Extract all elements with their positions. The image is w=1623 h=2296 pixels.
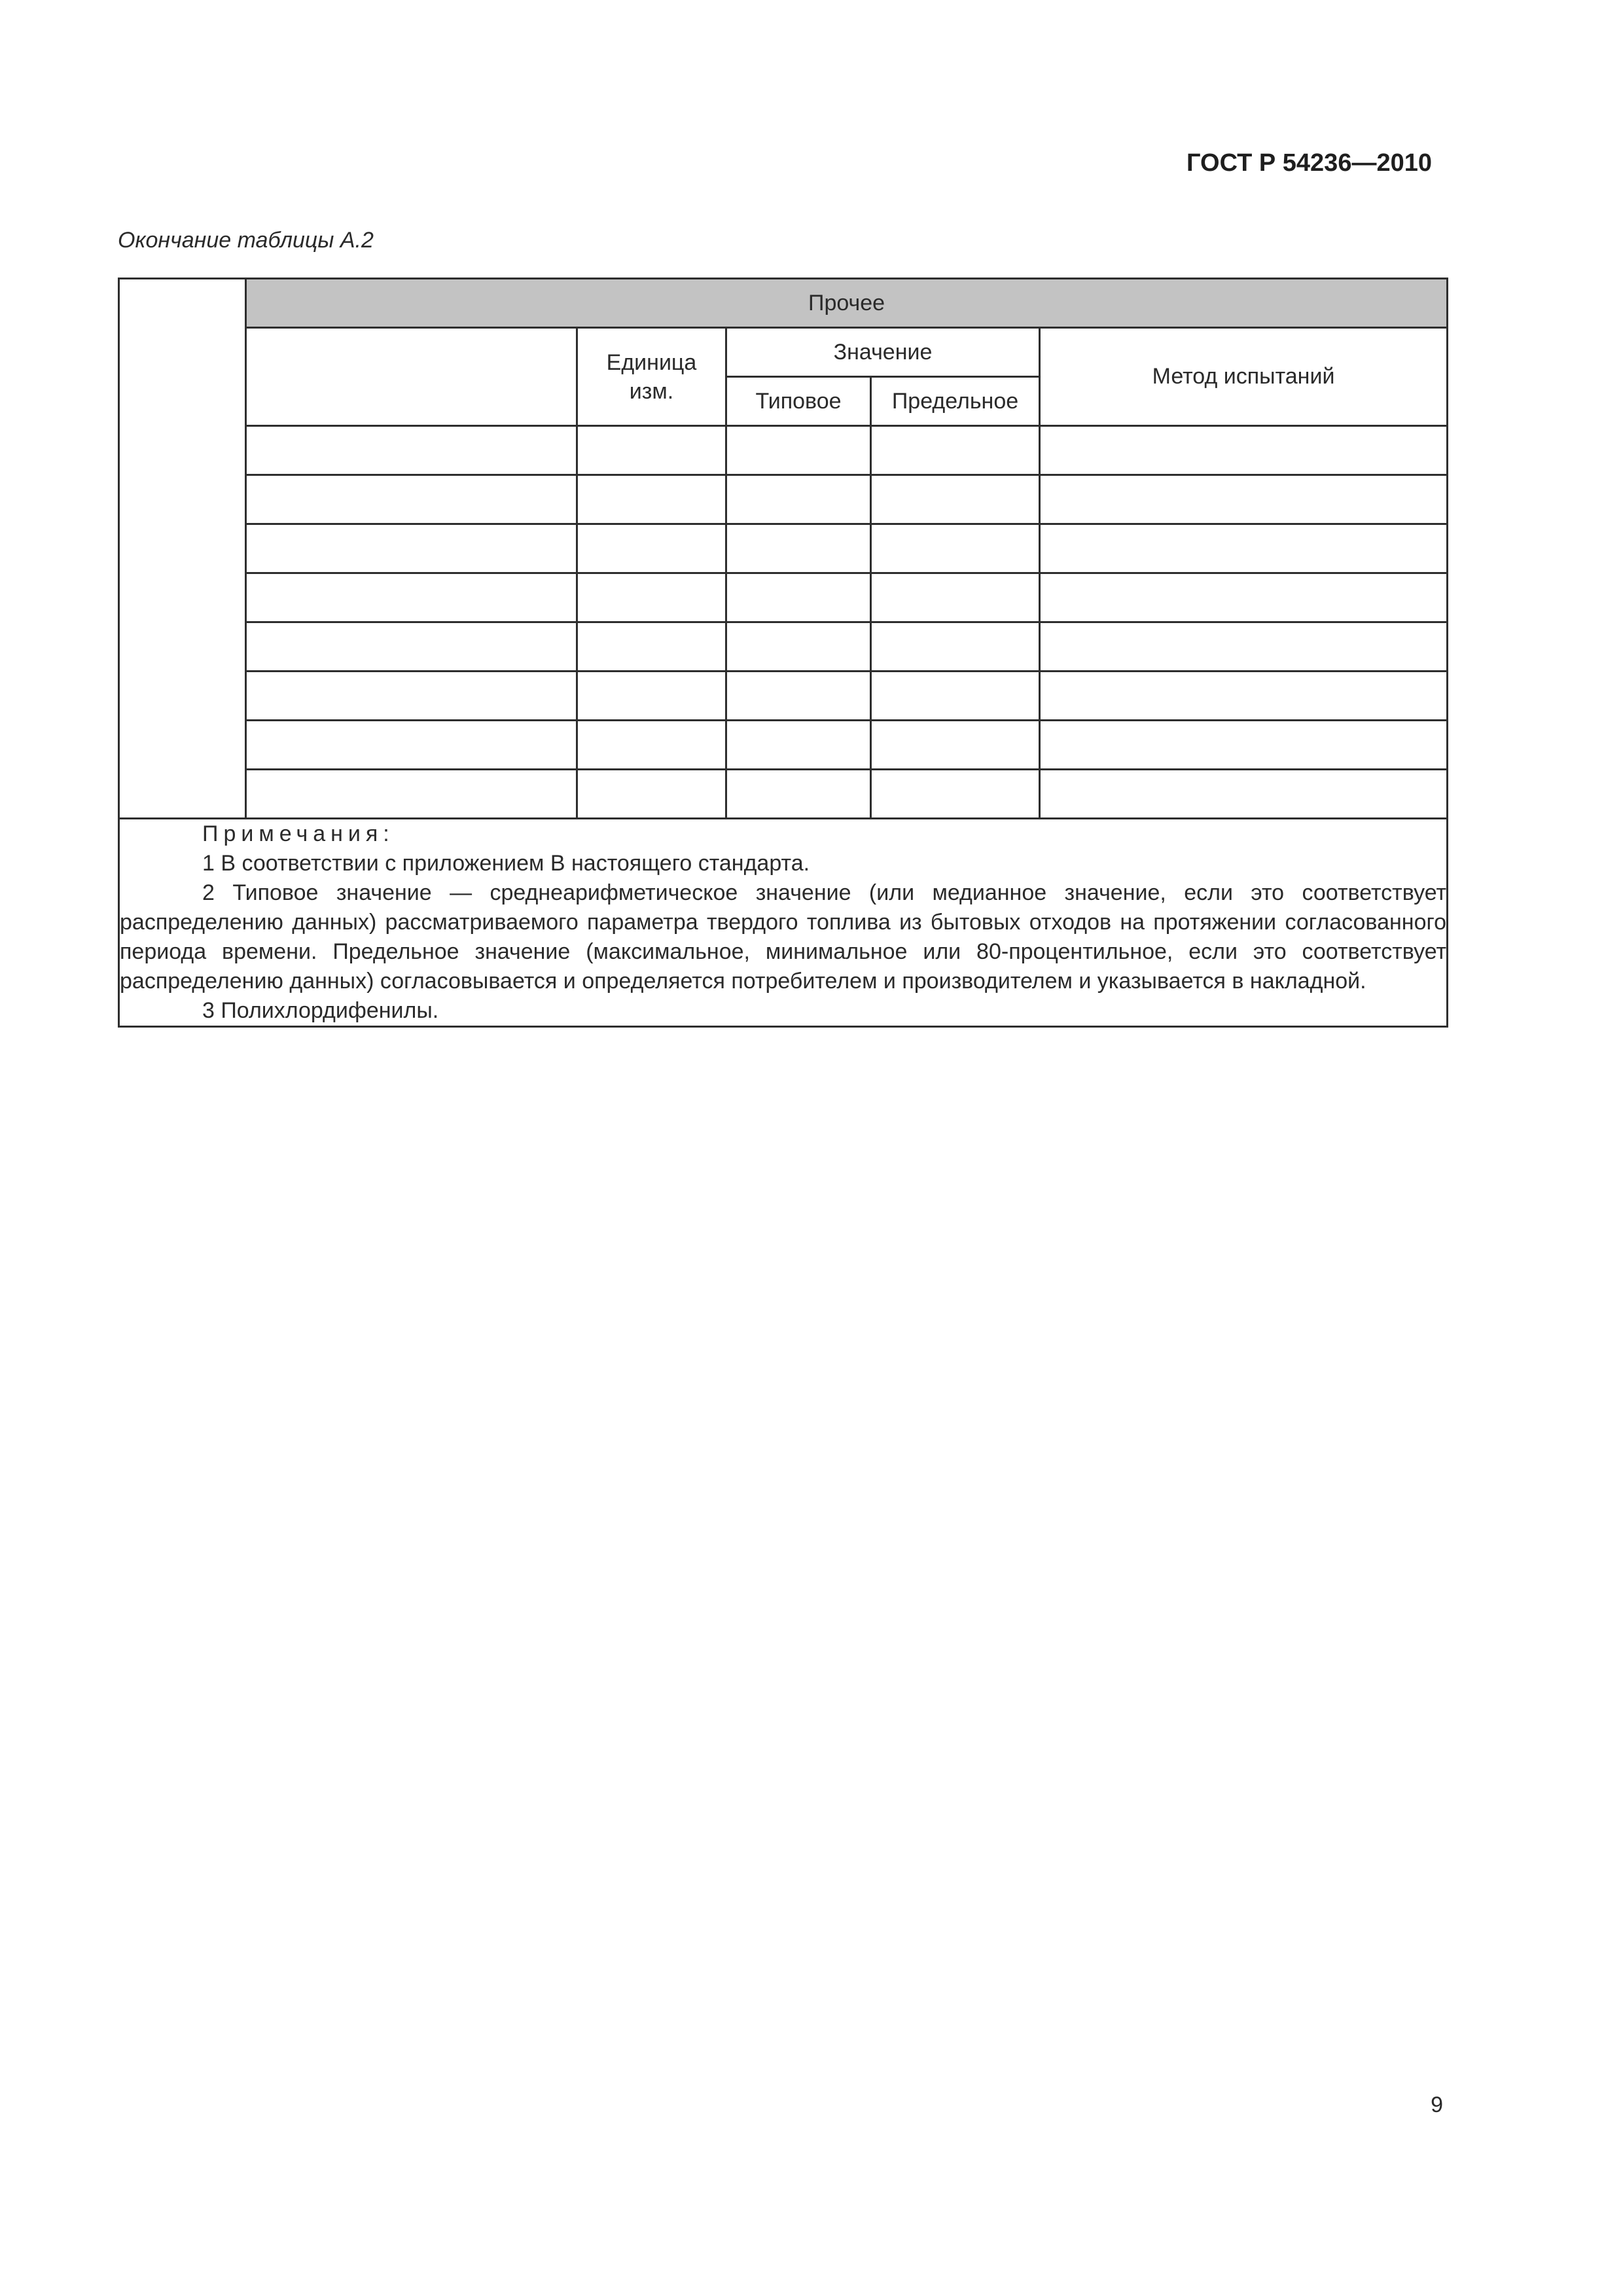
document-code: ГОСТ Р 54236—2010 <box>1186 149 1432 177</box>
column-header-typical: Типовое <box>726 377 871 426</box>
table-row <box>119 524 1448 573</box>
table-cell <box>246 721 577 770</box>
column-header-limit: Предельное <box>871 377 1040 426</box>
note-item: 2 Типовое значение — среднеарифметическое значение (или медианное значение, если это соответствует распределению данных) рассматриваемого параметра твердого топлива из бытовых отходов на протяжении согласованного периода времени. Предельное значение (максимальное, минимальное или 80-процентильное, если это соответствует распределению данных) согласовывается и определяется потребителем и производителем и указывается в накладной. <box>120 880 1447 994</box>
table-cell <box>577 672 726 721</box>
table-cell <box>871 573 1040 622</box>
table-cell <box>726 622 871 672</box>
table-cell <box>246 770 577 819</box>
table-cell <box>1040 573 1448 622</box>
column-header-test-method: Метод испытаний <box>1040 328 1448 426</box>
table-cell <box>246 672 577 721</box>
table-cell <box>577 426 726 475</box>
table-cell <box>871 622 1040 672</box>
table-cell <box>577 524 726 573</box>
table-cell <box>577 475 726 524</box>
group-header-other: Прочее <box>246 279 1448 328</box>
column-header-value: Значение <box>726 328 1040 377</box>
table-cell <box>726 573 871 622</box>
table-cell <box>1040 770 1448 819</box>
table-cell <box>577 721 726 770</box>
column-header-unit: Единица изм. <box>577 328 726 426</box>
column-header-parameter <box>246 328 577 426</box>
table-row <box>119 672 1448 721</box>
table-cell <box>871 426 1040 475</box>
table-cell <box>1040 721 1448 770</box>
table-row <box>119 721 1448 770</box>
table-cell <box>1040 672 1448 721</box>
table-cell <box>577 573 726 622</box>
table-cell <box>1040 426 1448 475</box>
table-cell <box>871 721 1040 770</box>
table-row <box>119 426 1448 475</box>
table-cell <box>246 475 577 524</box>
table-cell <box>246 573 577 622</box>
table-cell <box>246 524 577 573</box>
table-cell <box>1040 622 1448 672</box>
table-cell <box>1040 475 1448 524</box>
table-caption: Окончание таблицы А.2 <box>118 228 374 253</box>
table-cell <box>726 524 871 573</box>
table-cell <box>726 770 871 819</box>
notes-title: Примечания: <box>202 821 395 846</box>
table-cell <box>1040 524 1448 573</box>
table-cell <box>871 524 1040 573</box>
table-cell <box>726 721 871 770</box>
table-cell <box>726 672 871 721</box>
table-cell <box>246 426 577 475</box>
note-item: 1 В соответствии с приложением В настоящего стандарта. <box>202 851 810 876</box>
table-cell <box>246 622 577 672</box>
table-row <box>119 475 1448 524</box>
table-cell <box>871 770 1040 819</box>
table-cell <box>726 426 871 475</box>
table-row <box>119 573 1448 622</box>
note-item: 3 Полихлордифенилы. <box>202 998 439 1023</box>
table-left-blank-cell <box>119 279 246 819</box>
table-cell <box>577 622 726 672</box>
table-row <box>119 622 1448 672</box>
properties-table <box>118 278 1448 1028</box>
table-cell <box>871 672 1040 721</box>
table-cell <box>871 475 1040 524</box>
table-cell <box>577 770 726 819</box>
notes-block <box>119 819 1448 1027</box>
page-number: 9 <box>1431 2092 1443 2117</box>
table-row <box>119 770 1448 819</box>
table-cell <box>726 475 871 524</box>
